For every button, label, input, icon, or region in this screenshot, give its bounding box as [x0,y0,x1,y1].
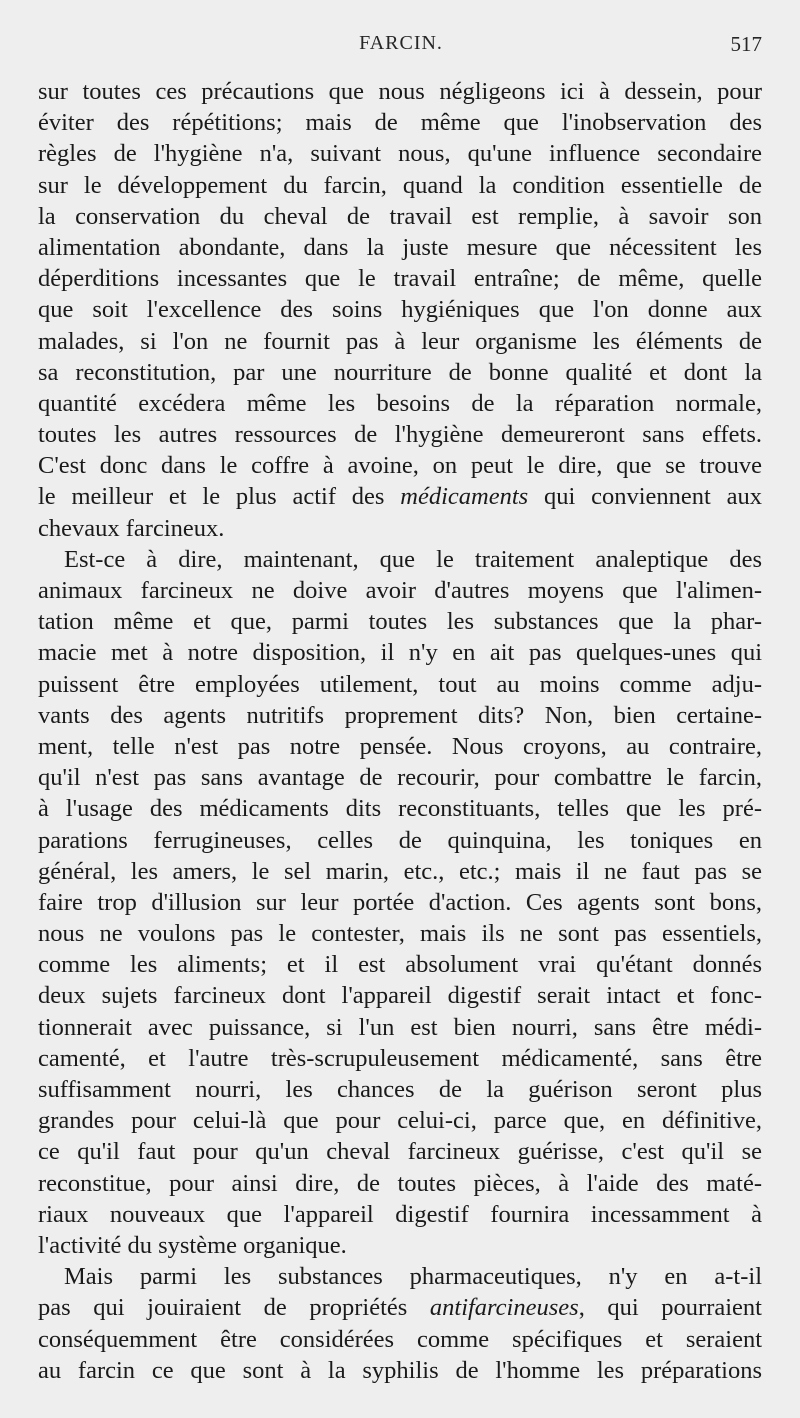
text-line [38,419,762,450]
text-line [38,232,762,263]
text-run: malades, si l'on ne fournit pas à leur organisme les éléments de [38,327,762,355]
text-run: la conservation du cheval de travail est remplie, à savoir son [38,202,762,230]
text-line [38,731,762,762]
text-run: grandes pour celui-là que pour celui-ci, parce que, en définitive, [38,1107,762,1135]
paragraph [38,544,762,1261]
text-line [38,606,762,637]
text-line [38,1355,762,1386]
text-line [38,980,762,1011]
text-run: règles de l'hygiène n'a, suivant nous, qu'une influence secondaire [38,140,762,168]
text-run: qu'il n'est pas sans avantage de recourir, pour combattre le farcin, [38,764,762,792]
text-run: quantité excédera même les besoins de la réparation normale, [38,389,762,417]
text-run: reconstitue, pour ainsi dire, de toutes pièces, à l'aide des maté- [38,1169,762,1197]
text-line [38,357,762,388]
text-line [38,1230,762,1261]
text-run: déperditions incessantes que le travail entraîne; de même, quelle [38,265,762,293]
running-header [40,32,762,62]
text-line [38,1136,762,1167]
paragraph [38,76,762,544]
text-line [38,1324,762,1355]
text-run: C'est donc dans le coffre à avoine, on peut le dire, que se trouve [38,452,762,480]
text-line [38,918,762,949]
text-run: camenté, et l'autre très-scrupuleusement médicamenté, sans être [38,1044,762,1072]
text-line [38,388,762,419]
text-line [38,76,762,107]
text-run: tation même et que, parmi toutes les substances que la phar- [38,608,762,636]
text-run: toutes les autres ressources de l'hygiène demeureront sans effets. [38,421,762,449]
text-run: faire trop d'illusion sur leur portée d'action. Ces agents sont bons, [38,888,762,916]
text-line [38,1261,762,1292]
text-run: deux sujets farcineux dont l'appareil digestif serait intact et fonc- [38,982,762,1010]
text-line [38,1168,762,1199]
running-title: FARCIN. [359,32,443,54]
text-run: sa reconstitution, par une nourriture de bonne qualité et dont la [38,358,762,386]
text-run: général, les amers, le sel marin, etc., etc.; mais il ne faut pas se [38,857,762,885]
text-line [38,138,762,169]
text-run: chevaux farcineux. [38,514,225,542]
page-number: 517 [730,32,762,56]
text-line [38,294,762,325]
text-line [38,326,762,357]
text-run: parations ferrugineuses, celles de quinquina, les toniques en [38,826,762,854]
paragraph [38,1261,762,1386]
text-line [38,481,762,512]
text-line [38,1199,762,1230]
text-run: sur toutes ces précautions que nous négligeons ici à dessein, pour [38,78,762,105]
text-line [38,1105,762,1136]
text-line [38,949,762,980]
body-text [38,76,762,1386]
italic-term: médicaments [400,483,529,511]
text-run: comme les aliments; et il est absolument vrai qu'étant donnés [38,951,762,979]
text-line [38,856,762,887]
text-line [38,575,762,606]
italic-term: antifarcineuses [429,1294,579,1322]
text-line [38,825,762,856]
text-run: vants des agents nutritifs proprement dits? Non, bien certaine- [38,701,762,729]
text-line [38,1012,762,1043]
text-run: riaux nouveaux que l'appareil digestif fournira incessamment à [38,1200,762,1228]
text-run: Est-ce à dire, maintenant, que le traitement analeptique des [64,545,762,573]
text-line [38,887,762,918]
text-run: à l'usage des médicaments dits reconstituants, telles que les pré- [38,795,762,823]
text-run: tionnerait avec puissance, si l'un est bien nourri, sans être médi- [38,1013,762,1041]
text-run: conséquemment être considérées comme spécifiques et seraient [38,1325,762,1353]
text-run: que soit l'excellence des soins hygiéniques que l'on donne aux [38,296,762,324]
text-line [38,700,762,731]
text-run: Mais parmi les substances pharmaceutiques, n'y en a-t-il [64,1263,762,1291]
text-run: pas qui jouiraient de propriétés [38,1294,430,1322]
text-line [38,1292,762,1323]
text-run: sur le développement du farcin, quand la condition essentielle de [38,171,762,199]
text-line [38,669,762,700]
text-run: ment, telle n'est pas notre pensée. Nous croyons, au contraire, [38,732,762,760]
text-run: alimentation abondante, dans la juste mesure que nécessitent les [38,233,762,261]
text-line [38,637,762,668]
text-line [38,170,762,201]
text-line [38,793,762,824]
text-run: au farcin ce que sont à la syphilis de l'homme les préparations [38,1356,762,1384]
text-line [38,201,762,232]
text-run: animaux farcineux ne doive avoir d'autres moyens que l'alimen- [38,577,762,604]
text-line [38,513,762,544]
text-run: suffisamment nourri, les chances de la guérison seront plus [38,1076,762,1103]
text-line [38,263,762,294]
text-line [38,1043,762,1074]
text-run: , qui pourraient [578,1294,762,1322]
text-line [38,1074,762,1105]
text-run: macie met à notre disposition, il n'y en ait pas quelques-unes qui [38,639,762,667]
text-run: éviter des répétitions; mais de même que l'inobservation des [38,109,762,137]
text-run: qui conviennent aux [528,483,763,511]
text-run: le meilleur et le plus actif des [38,483,401,511]
text-run: nous ne voulons pas le contester, mais ils ne sont pas essentiels, [38,920,762,948]
text-line [38,544,762,575]
text-run: ce qu'il faut pour qu'un cheval farcineux guérisse, c'est qu'il se [38,1138,762,1166]
text-line [38,762,762,793]
text-run: l'activité du système organique. [38,1231,347,1259]
text-line [38,107,762,138]
text-line [38,450,762,481]
text-run: puissent être employées utilement, tout au moins comme adju- [38,670,762,698]
